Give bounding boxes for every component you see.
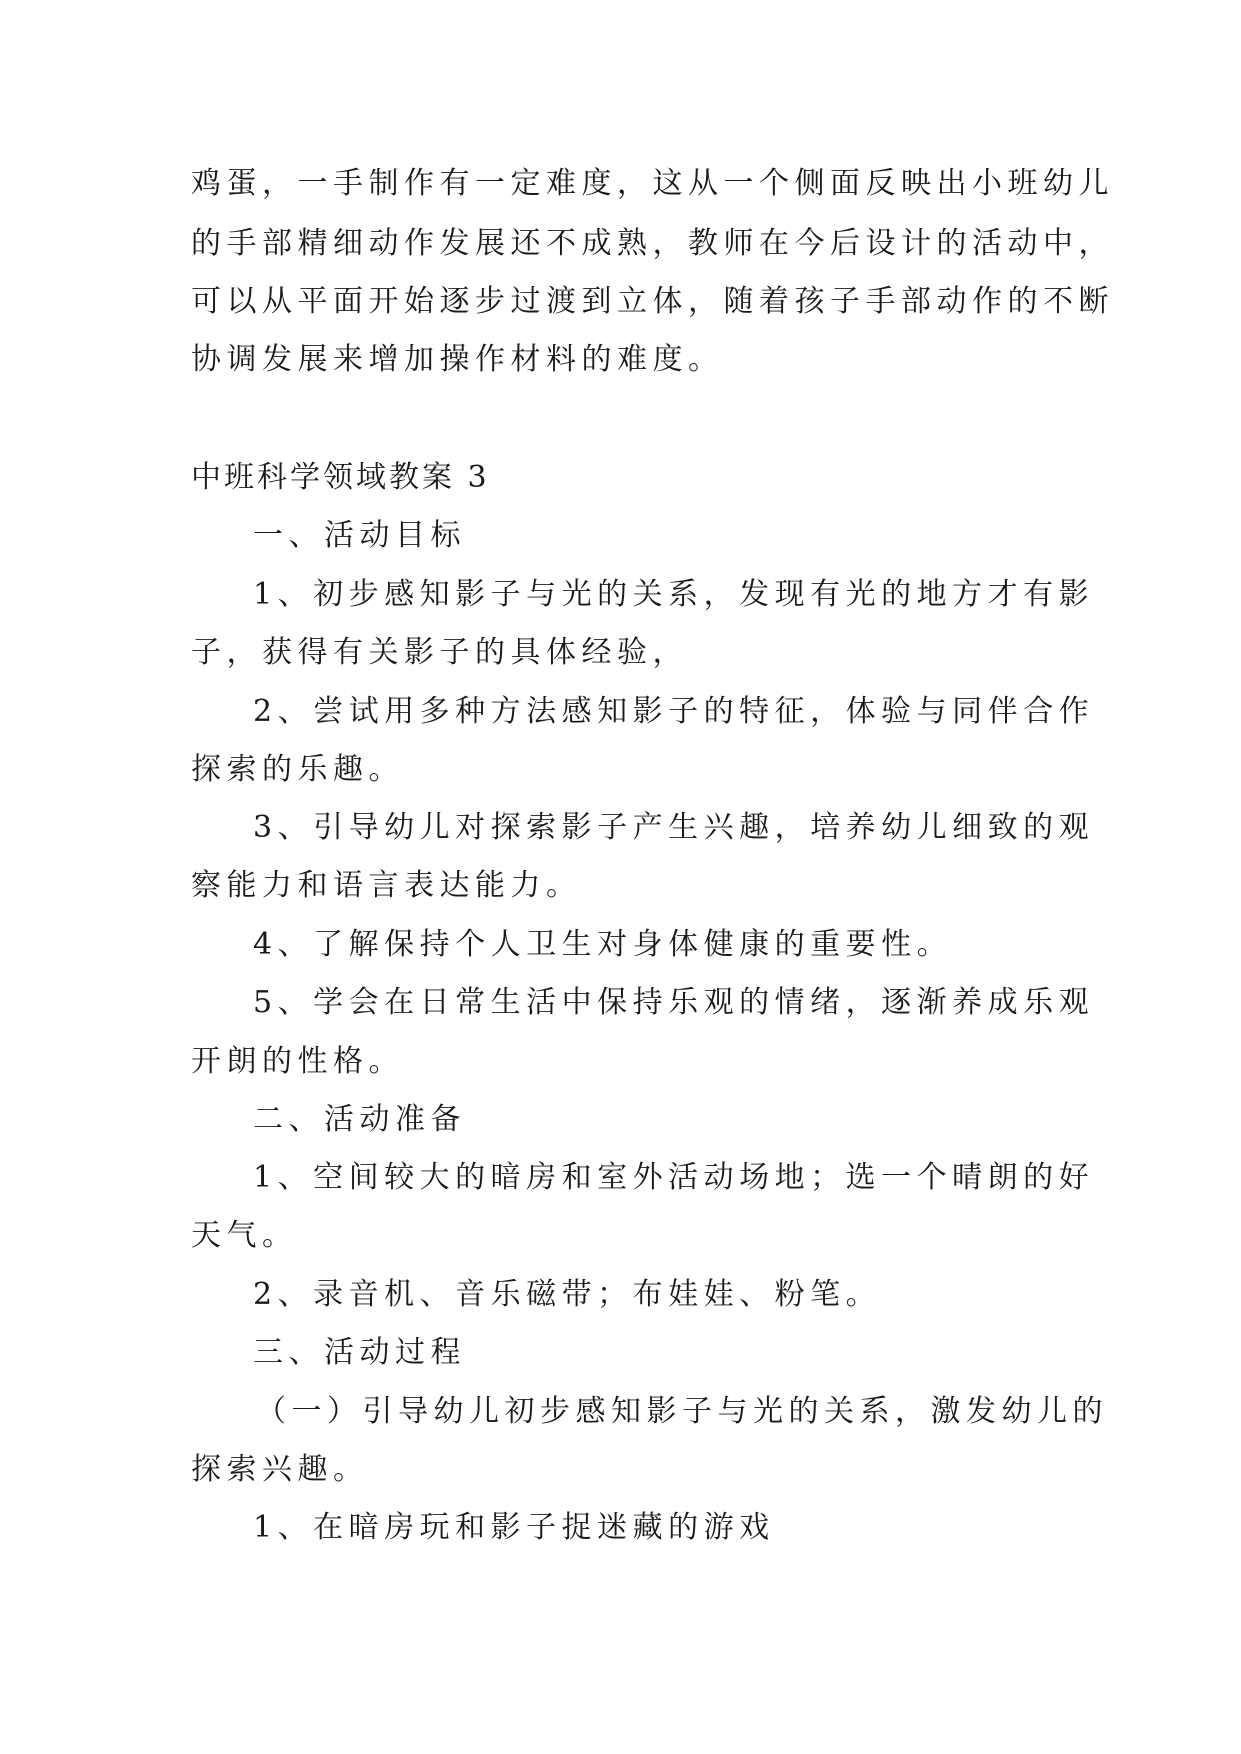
text-line: 1、初步感知影子与光的关系，发现有光的地方才有影 [253, 577, 1095, 612]
subheading: 一、活动目标 [253, 518, 466, 553]
text-line: 子，获得有关影子的具体经验， [191, 635, 688, 670]
text-line: 5、学会在日常生活中保持乐观的情绪，逐渐养成乐观 [253, 985, 1095, 1020]
text-line: 2、录音机、音乐磁带；布娃娃、粉笔。 [253, 1277, 882, 1312]
text-line: 探索的乐趣。 [191, 752, 404, 787]
section-title: 中班科学领域教案 3 [191, 460, 490, 495]
text-line: 鸡蛋，一手制作有一定难度，这从一个侧面反映出小班幼儿 [191, 166, 1114, 201]
text-line: 天气。 [191, 1218, 298, 1253]
subheading: 二、活动准备 [253, 1102, 466, 1137]
text-line: 探索兴趣。 [191, 1452, 369, 1487]
text-line: 1、在暗房玩和影子捉迷藏的游戏 [253, 1510, 775, 1545]
text-line: 2、尝试用多种方法感知影子的特征，体验与同伴合作 [253, 694, 1095, 729]
text-line: （一）引导幼儿初步感知影子与光的关系，激发幼儿的 [256, 1394, 1108, 1429]
text-line: 的手部精细动作发展还不成熟，教师在今后设计的活动中， [191, 226, 1114, 261]
text-line: 1、空间较大的暗房和室外活动场地；选一个晴朗的好 [253, 1160, 1095, 1195]
text-line: 协调发展来增加操作材料的难度。 [191, 342, 724, 377]
subheading: 三、活动过程 [253, 1335, 466, 1370]
text-line: 察能力和语言表达能力。 [191, 868, 582, 903]
text-line: 开朗的性格。 [191, 1044, 404, 1079]
text-line: 3、引导幼儿对探索影子产生兴趣，培养幼儿细致的观 [253, 810, 1095, 845]
text-line: 可以从平面开始逐步过渡到立体，随着孩子手部动作的不断 [191, 284, 1114, 319]
text-line: 4、了解保持个人卫生对身体健康的重要性。 [253, 927, 953, 962]
